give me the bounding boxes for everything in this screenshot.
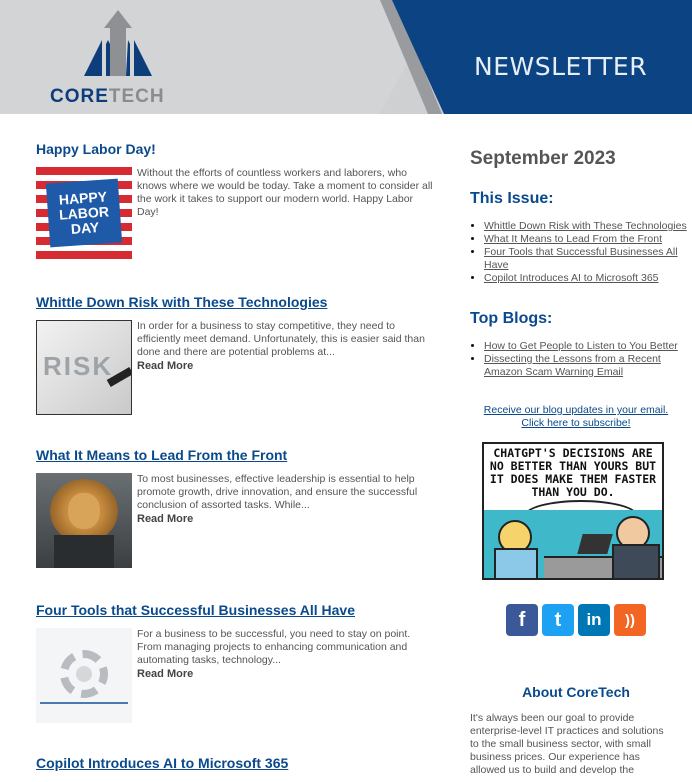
blog-link[interactable]: Dissecting the Lessons from a Recent Amazon Scam Warning Email [484, 353, 661, 378]
comic-caption: CHATGPT'S DECISIONS ARE NO BETTER THAN YOURS BUT IT DOES MAKE THEM FASTER THAN YOU DO. [489, 446, 657, 499]
article-summary [137, 628, 437, 681]
article-text: To most businesses, effective leadership is essential to help promote growth, drive innovation, and ensure the successful conclusion of assorted tasks. While... [137, 473, 418, 511]
issue-link[interactable]: Copilot Introduces AI to Microsoft 365 [484, 272, 659, 284]
read-more-link[interactable]: Read More [137, 360, 194, 372]
circuit-lines [40, 702, 128, 704]
issue-link[interactable]: Whittle Down Risk with These Technologies [484, 220, 687, 232]
lion-face [68, 493, 100, 529]
issue-month: September 2023 [470, 148, 616, 169]
article-summary [137, 473, 437, 526]
rss-glyph: )) [625, 611, 635, 629]
list-item [484, 220, 692, 233]
risk-word: RISK [43, 351, 114, 381]
list-item [484, 272, 692, 285]
main-column [0, 114, 450, 782]
risk-image[interactable] [36, 320, 132, 415]
this-issue-heading: This Issue: [470, 190, 554, 207]
brand-tech: TECH [108, 86, 165, 107]
comic-person-left-body [494, 548, 538, 580]
article-title[interactable]: Copilot Introduces AI to Microsoft 365 [36, 755, 289, 771]
article-title[interactable]: What It Means to Lead From the Front [36, 447, 288, 463]
facebook-glyph: f [518, 608, 526, 631]
article-title[interactable]: Happy Labor Day! [36, 141, 156, 157]
labor-day-sign [46, 179, 122, 248]
issue-link[interactable]: What It Means to Lead From the Front [484, 233, 662, 245]
top-blogs-list [470, 340, 692, 379]
list-item [484, 353, 692, 379]
facebook-icon[interactable] [506, 604, 538, 636]
comic-laptop-icon [577, 534, 612, 554]
list-item [484, 246, 692, 272]
top-blogs-heading: Top Blogs: [470, 310, 553, 327]
gear-center [76, 666, 92, 682]
brand-name [50, 86, 165, 108]
about-heading: About CoreTech [522, 684, 630, 700]
lion-suit [54, 535, 114, 568]
blog-link[interactable]: How to Get People to Listen to You Better [484, 340, 678, 352]
article-copilot [36, 755, 436, 781]
lion-image[interactable] [36, 473, 132, 568]
linkedin-glyph: in [586, 610, 602, 629]
article-text: In order for a business to stay competitive, they need to efficiently meet demand. Unfortunately, this is easier said than done and there are potential problems at... [137, 320, 425, 358]
twitter-icon[interactable] [542, 604, 574, 636]
article-labor-day [36, 141, 436, 271]
list-item [484, 233, 692, 246]
article-summary [137, 167, 437, 219]
coretech-logo-icon [80, 10, 160, 80]
article-title[interactable]: Whittle Down Risk with These Technologies [36, 294, 328, 310]
linkedin-icon[interactable] [578, 604, 610, 636]
article-summary [137, 320, 437, 373]
newsletter-header [0, 0, 692, 114]
rss-icon[interactable] [614, 604, 646, 636]
subscribe-link[interactable] [470, 404, 682, 430]
read-more-link[interactable]: Read More [137, 513, 194, 525]
subscribe-line-1: Receive our blog updates in your email. [483, 404, 669, 416]
labor-day-word-3: DAY [70, 218, 100, 237]
this-issue-list [470, 220, 692, 285]
labor-day-image[interactable] [36, 167, 132, 262]
gears-image[interactable] [36, 628, 132, 723]
labor-day-word-2: LABOR [58, 202, 110, 223]
brand-core: CORE [50, 86, 109, 107]
comic-image[interactable] [482, 442, 664, 580]
comic-person-right-body [612, 544, 660, 580]
article-whittle-down-risk [36, 294, 436, 424]
article-text: For a business to be successful, you need to stay on point. From managing projects to enhancing communication and automating tasks, technology... [137, 628, 411, 666]
social-links [506, 604, 646, 636]
newsletter-label: NEWSLETTER [474, 52, 648, 81]
article-text: Without the efforts of countless workers and laborers, who knows where we would be today. Take a moment to consider all the work it takes to support our modern world. Happy Labor Day! [137, 167, 433, 218]
article-title[interactable]: Four Tools that Successful Businesses All Have [36, 602, 355, 618]
twitter-glyph: t [554, 608, 562, 631]
read-more-link[interactable]: Read More [137, 668, 194, 680]
issue-link[interactable]: Four Tools that Successful Businesses All Have [484, 246, 678, 271]
subscribe-line-2: Click here to subscribe! [521, 417, 631, 429]
article-lead-from-front [36, 447, 436, 577]
list-item [484, 340, 692, 353]
sidebar [450, 114, 692, 782]
article-four-tools [36, 602, 436, 732]
about-text: It's always been our goal to provide enterprise-level IT practices and solutions to the small business sector, with small business prices. Our experience has allowed us to build and develop the [470, 712, 664, 776]
labor-day-word-1: HAPPY [58, 187, 108, 208]
